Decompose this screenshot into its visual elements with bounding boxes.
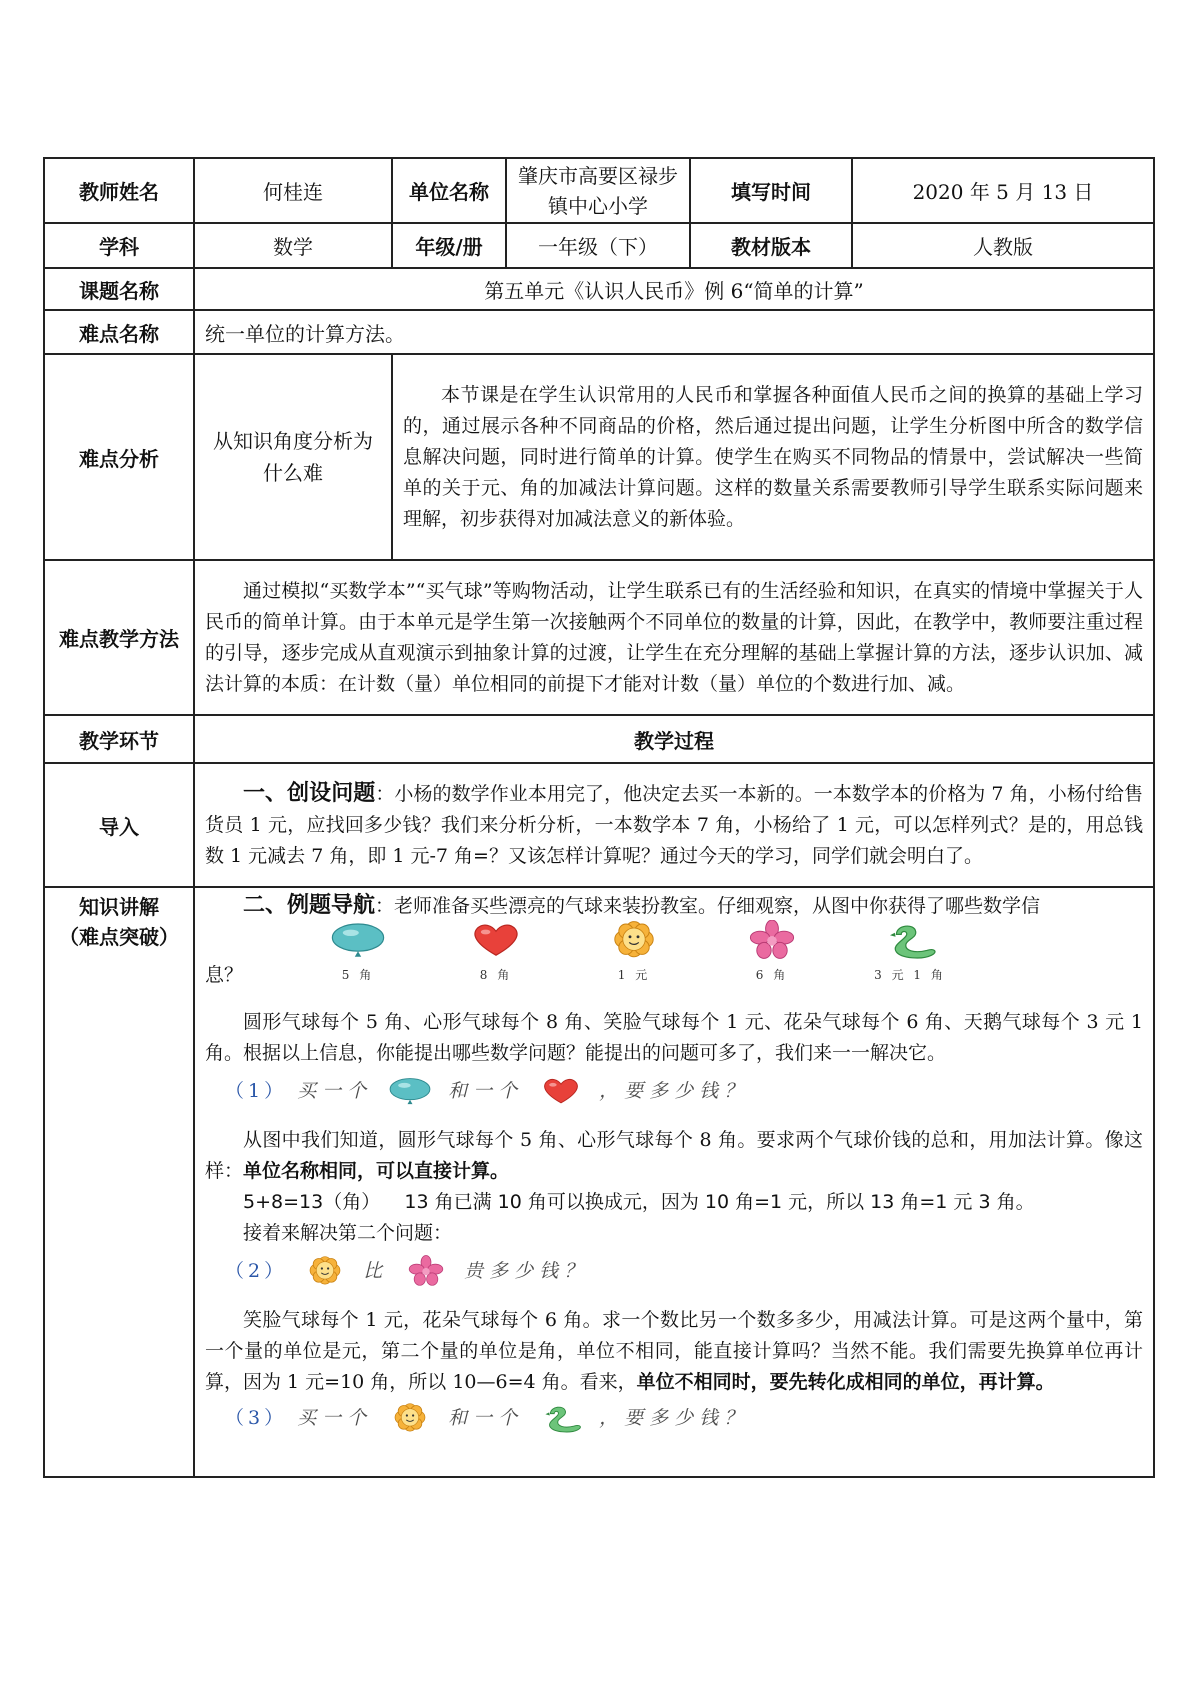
row-teacher — [44, 158, 1154, 223]
time-label: 填写时间 — [690, 158, 852, 223]
grade-value: 一年级（下） — [506, 223, 690, 268]
analysis-label: 难点分析 — [44, 354, 194, 560]
subject-label: 学科 — [44, 223, 194, 268]
topic-value: 第五单元《认识人民币》例 6“简单的计算” — [194, 268, 1154, 310]
lesson-plan-table — [43, 157, 1155, 1478]
topic-label: 课题名称 — [44, 268, 194, 310]
analysis-sub-label — [194, 354, 392, 560]
intro-heading: 一、创设问题 — [243, 781, 376, 806]
round-balloon-icon — [313, 920, 403, 960]
question-1-part-a: 买一个 — [297, 1079, 373, 1102]
knowledge-intro — [205, 890, 1143, 922]
edition-label: 教材版本 — [690, 223, 852, 268]
question-2-number: （2） — [225, 1259, 288, 1282]
question-1-number: （1） — [225, 1079, 288, 1102]
heart-balloon — [451, 920, 541, 991]
question-1-part-b: 和一个 — [448, 1079, 524, 1102]
question-3 — [225, 1398, 1143, 1438]
edition-value: 人教版 — [852, 223, 1154, 268]
intro-text: ：小杨的数学作业本用完了，他决定去买一本新的。一本数学本的价格为 7 角，小杨付给售货员 1 元，应找回多少钱？我们来分析分析，一本数学本 7 角，小杨给了 1 元，可以怎样列式？是的，用总钱数 1 元减去 7 角，即 1 元-7 角=？又该怎样计算呢？通过今天的学习，同学们就会明白了。 — [205, 783, 1143, 867]
heart-balloon-price: 8 角 — [479, 968, 513, 982]
round-balloon-price: 5 角 — [341, 968, 375, 982]
balloon-gallery — [313, 920, 955, 991]
analysis-text-cell — [392, 354, 1154, 560]
smiley-balloon-price: 1 元 — [617, 968, 651, 982]
subject-value: 数学 — [194, 223, 392, 268]
flower-balloon-icon — [727, 920, 817, 960]
swan-balloon-price: 3 元 1 角 — [874, 968, 946, 982]
flower-balloon-price: 6 角 — [755, 968, 789, 982]
difficulty-value: 统一单位的计算方法。 — [194, 310, 1154, 354]
row-method — [44, 560, 1154, 715]
row-subject — [44, 223, 1154, 268]
knowledge-p3-bold: 单位不相同时，要先转化成相同的单位，再计算。 — [636, 1371, 1055, 1393]
balloon-info-line — [205, 920, 1143, 991]
row-topic — [44, 268, 1154, 310]
question-3-number: （3） — [225, 1406, 288, 1429]
question-1 — [225, 1071, 1143, 1111]
difficulty-label: 难点名称 — [44, 310, 194, 354]
knowledge-label-line-2: （难点突破） — [59, 925, 179, 949]
grade-label: 年级/册 — [392, 223, 506, 268]
lesson-plan-sheet — [43, 157, 1153, 1478]
unit-value-line-2: 镇中心小学 — [548, 193, 648, 218]
swan-balloon-small-icon — [533, 1402, 589, 1434]
intro-text-cell — [194, 763, 1154, 887]
process-label: 教学过程 — [194, 715, 1154, 763]
teacher-label: 教师姓名 — [44, 158, 194, 223]
knowledge-p2 — [205, 1125, 1143, 1187]
smiley-balloon — [589, 920, 679, 991]
question-3-part-b: 和一个 — [448, 1406, 524, 1429]
unit-value — [506, 158, 690, 223]
knowledge-p3 — [205, 1305, 1143, 1398]
stage-label: 教学环节 — [44, 715, 194, 763]
knowledge-heading: 二、例题导航 — [243, 893, 376, 918]
knowledge-intro-text: ：老师准备买些漂亮的气球来装扮教室。仔细观察，从图中你获得了哪些数学信 — [375, 895, 1041, 917]
analysis-sub-label-line-2: 什么难 — [263, 461, 323, 485]
knowledge-label — [44, 887, 194, 1477]
question-2 — [225, 1251, 1143, 1291]
analysis-sub-label-line-1: 从知识角度分析为 — [213, 429, 373, 453]
method-text: 通过模拟“买数学本”“买气球”等购物活动，让学生联系已有的生活经验和知识，在真实的情境中掌握关于人民币的简单计算。由于本单元是学生第一次接触两个不同单位的数量的计算，因此，在教学中，教师要注重过程的引导，逐步完成从直观演示到抽象计算的过渡，让学生在充分理解的基础上掌握计算的方法，逐步认识加、减法计算的本质：在计数（量）单位相同的前提下才能对计数（量）单位的个数进行加、减。 — [205, 579, 1143, 695]
row-process-header — [44, 715, 1154, 763]
unit-label: 单位名称 — [392, 158, 506, 223]
knowledge-p2-text: 从图中我们知道，圆形气球每个 5 角、心形气球每个 8 角。要求两个气球价钱的总和，用加法计算。像这样： — [205, 1129, 1143, 1182]
question-2-part-a: 比 — [363, 1259, 389, 1282]
knowledge-p2-bold: 单位名称相同，可以直接计算。 — [243, 1160, 510, 1182]
method-label: 难点教学方法 — [44, 560, 194, 715]
knowledge-intro-tail: 息？ — [205, 964, 244, 986]
round-balloon-small-icon — [382, 1075, 438, 1107]
smiley-balloon-small-icon — [297, 1255, 353, 1287]
smiley-balloon-small-icon-2 — [382, 1402, 438, 1434]
method-text-cell — [194, 560, 1154, 715]
heart-balloon-small-icon — [533, 1075, 589, 1107]
question-1-part-c: ，要多少钱？ — [599, 1079, 750, 1102]
row-intro — [44, 763, 1154, 887]
question-3-part-c: ，要多少钱？ — [599, 1406, 750, 1429]
heart-balloon-icon — [451, 920, 541, 960]
unit-value-line-1: 肇庆市高要区禄步 — [518, 163, 678, 188]
knowledge-p3-text: 笑脸气球每个 1 元，花朵气球每个 6 角。求一个数比另一个数多多少，用减法计算。可是这两个量中，第一个量的单位是元，第二个量的单位是角，单位不相同，能直接计算吗？当然不能。我们需要先换算单位再计算，因为 1 元=10 角，所以 10—6=4 角。看来， — [205, 1309, 1143, 1393]
analysis-text: 本节课是在学生认识常用的人民币和掌握各种面值人民币之间的换算的基础上学习的，通过展示各种不同商品的价格，然后通过提出问题，让学生分析图中所含的数学信息解决问题，同时进行简单的计算。使学生在购买不同物品的情景中，尝试解决一些简单的关于元、角的加减法计算问题。这样的数量关系需要教师引导学生联系实际问题来理解，初步获得对加减法意义的新体验。 — [403, 383, 1143, 530]
swan-balloon — [865, 920, 955, 991]
knowledge-p2-next: 接着来解决第二个问题： — [243, 1222, 453, 1244]
time-value: 2020 年 5 月 13 日 — [852, 158, 1154, 223]
knowledge-label-line-1: 知识讲解 — [79, 895, 159, 919]
swan-balloon-icon — [865, 920, 955, 960]
knowledge-text-cell — [194, 887, 1154, 1477]
row-analysis — [44, 354, 1154, 560]
intro-paragraph — [205, 778, 1143, 872]
teacher-value: 何桂连 — [194, 158, 392, 223]
knowledge-p2-calc: 5+8=13（角） 13 角已满 10 角可以换成元，因为 10 角=1 元，所以 13 角=1 元 3 角。 — [243, 1191, 1035, 1213]
intro-label: 导入 — [44, 763, 194, 887]
round-balloon — [313, 920, 403, 991]
flower-balloon — [727, 920, 817, 991]
knowledge-p1: 圆形气球每个 5 角、心形气球每个 8 角、笑脸气球每个 1 元、花朵气球每个 6 角、天鹅气球每个 3 元 1 角。根据以上信息，你能提出哪些数学问题？能提出的问题可多了，我们来一一解决它。 — [205, 1011, 1143, 1064]
flower-balloon-small-icon — [398, 1255, 454, 1287]
row-difficulty — [44, 310, 1154, 354]
question-3-part-a: 买一个 — [297, 1406, 373, 1429]
smiley-balloon-icon — [589, 920, 679, 960]
row-knowledge — [44, 887, 1154, 1477]
question-2-part-b: 贵多少钱？ — [464, 1259, 590, 1282]
